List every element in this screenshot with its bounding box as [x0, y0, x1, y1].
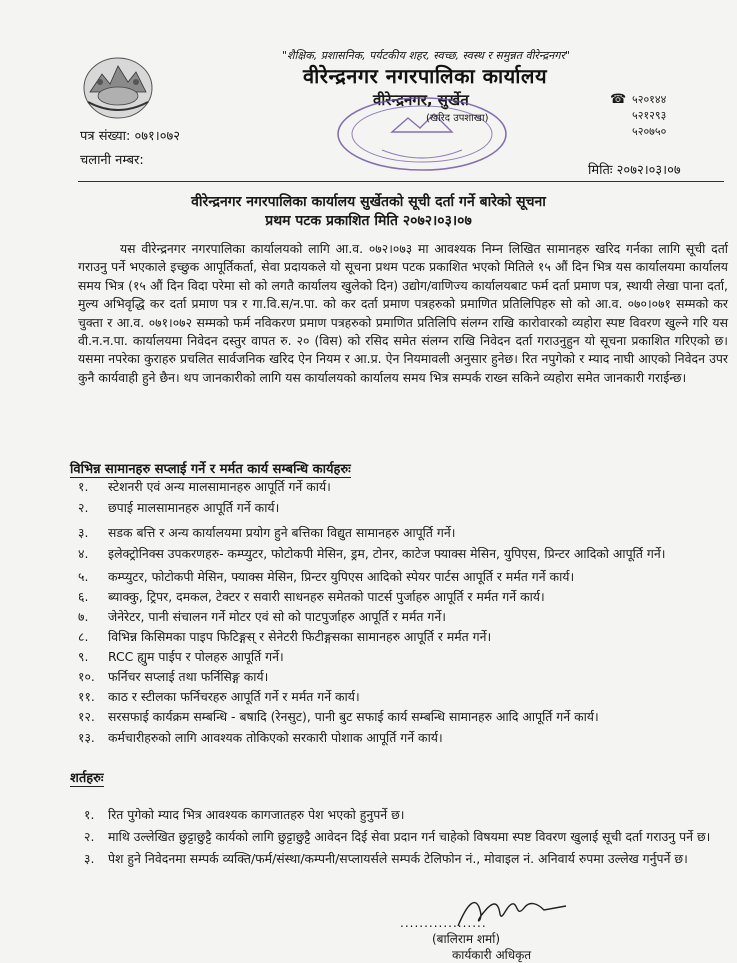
item-text: छपाई मालसामानहरु आपूर्ति गर्ने कार्य।	[108, 500, 280, 515]
notice-title: वीरेन्द्रनगर नगरपालिका कार्यालय सुर्खेतको सूची दर्ता गर्ने बारेको सूचना	[191, 194, 546, 210]
item-number: ५.	[78, 569, 89, 584]
list-item	[78, 568, 728, 585]
office-city: वीरेन्द्रनगर, सुर्खेत	[373, 91, 469, 109]
item-number: ३.	[78, 525, 89, 540]
item-text: कम्प्युटर, फोटोकपी मेसिन, फ्याक्स मेसिन, प्रिन्टर युपिएस आदिको स्पेयर पार्टस आपूर्ति र मर्मत गर्ने कार्य।	[108, 569, 575, 584]
list-item	[78, 648, 728, 665]
item-text: जेनेरेटर, पानी संचालन गर्ने मोटर एवं सो को पाटपुर्जाहरु आपूर्ति र मर्मत गर्ने।	[108, 609, 446, 624]
list-item	[78, 729, 728, 746]
dispatch-number: चलानी नम्बर:	[80, 153, 144, 168]
item-text: कर्मचारीहरुको लागि आवश्यक तोकिएको सरकारी पोशाक आपूर्ति गर्ने कार्य।	[108, 730, 443, 745]
item-number: १.	[84, 807, 95, 822]
conditions-list	[78, 806, 728, 867]
signer-designation: कार्यकारी अधिकृत	[452, 948, 532, 962]
office-tagline: "शैक्षिक, प्रशासनिक, पर्यटकीय शहर, स्वच्छ, स्वस्थ र समुन्नत वीरेन्द्रनगर"	[282, 49, 571, 62]
branch-label: (खरिद उपशाखा)	[426, 113, 489, 124]
item-number: ३.	[84, 851, 95, 866]
item-number: २.	[78, 500, 89, 515]
list-item	[78, 806, 728, 823]
item-number: १२.	[78, 709, 95, 724]
item-number: ८.	[78, 629, 89, 644]
list-item	[78, 608, 728, 625]
item-text: ब्याक्कु, ट्रिपर, दमकल, टेक्टर र सवारी साधनहरु समेतको पाटर्स पुर्जाहरु आपूर्ति र मर्मत गर्ने कार्य।	[108, 589, 545, 604]
item-text: सडक बत्ति र अन्य कार्यालयमा प्रयोग हुने बत्तिका विद्युत सामानहरु आपूर्ति गर्ने।	[108, 525, 456, 540]
signature-line: ..................	[400, 916, 487, 930]
office-seal-stamp-icon	[322, 92, 522, 172]
item-number: १.	[78, 479, 89, 494]
item-text: स्टेशनरी एवं अन्य मालसामानहरु आपूर्ति गर्ने कार्य।	[108, 479, 331, 494]
item-text: विभिन्न किसिमका पाइप फिटिङ्गस् र सेनेटरी फिटीङ्गसका सामानहरु आपूर्ति र मर्मत गर्ने।	[108, 629, 492, 644]
list-item	[78, 478, 728, 495]
nepal-emblem-icon	[80, 52, 156, 122]
works-heading	[70, 459, 351, 477]
item-number: ९.	[78, 649, 89, 664]
phone-number: ५२०१४४	[632, 93, 667, 106]
item-text: काठ र स्टीलका फर्निचरहरु आपूर्ति गर्ने र मर्मत गर्ने कार्य।	[108, 689, 360, 704]
item-text: सरसफाई कार्यक्रम सम्बन्धि - बषादि (रेनसुट), पानी बुट सफाई कार्य सम्बन्धि सामानहरु आदि आपूर्ति गर्ने कार्य।	[108, 709, 599, 724]
item-number: २.	[84, 829, 95, 844]
list-item	[78, 688, 728, 705]
conditions-heading	[70, 768, 104, 786]
list-item	[78, 708, 728, 725]
list-item	[78, 588, 728, 605]
list-item	[78, 850, 728, 867]
phone-numbers	[610, 92, 667, 140]
item-number: ६.	[78, 589, 89, 604]
item-number: १३.	[78, 730, 95, 745]
header-divider	[78, 181, 724, 182]
list-item	[78, 545, 728, 562]
works-heading-text: विभिन्न सामानहरु सप्लाई गर्ने र मर्मत कार्य सम्बन्धि कार्यहरुः	[70, 462, 351, 477]
reference-number: पत्र संख्या: ०७१।०७२	[80, 129, 180, 144]
item-number: ११.	[78, 689, 95, 704]
notice-subtitle: प्रथम पटक प्रकाशित मिति २०७२।०३।०७	[265, 213, 472, 229]
letter-date: मितिः २०७२।०३।०७	[588, 163, 681, 178]
list-item	[78, 668, 728, 685]
list-item	[78, 524, 728, 541]
item-text: फर्निचर सप्लाई तथा फर्निसिङ्ग कार्य।	[108, 669, 269, 684]
item-number: ४.	[78, 546, 89, 561]
item-text: इलेक्ट्रोनिक्स उपकरणहरु- कम्प्युटर, फोटोकपी मेसिन, ड्रम, टोनर, काटेज फ्याक्स मेसिन, युपिएस, प्रिन्टर आदिको आपूर्ति गर्ने।	[108, 546, 666, 561]
telephone-icon: ☎	[610, 92, 627, 107]
list-item	[78, 499, 728, 516]
office-name: वीरेन्द्रनगर नगरपालिका कार्यालय	[303, 64, 548, 88]
list-item	[78, 828, 728, 845]
phone-number: ५२१२९३	[632, 109, 667, 122]
item-text: रित पुगेको म्याद भित्र आवश्यक कागजातहरु पेश भएको हुनुपर्ने छ।	[108, 807, 405, 822]
phone-number: ५२०७५०	[632, 125, 667, 138]
item-text: पेश हुने निवेदनमा सम्पर्क व्यक्ति/फर्म/संस्था/कम्पनी/सप्लायर्सले सम्पर्क टेलिफोन नं., मोवाइल नं. अनिवार्य रुपमा उल्लेख गर्नुपर्ने छ।	[108, 851, 688, 866]
list-item	[78, 628, 728, 645]
item-text: माथि उल्लेखित छुट्टाछुट्टै कार्यको लागि छुट्टाछुट्टै आवेदन दिई सेवा प्रदान गर्न चाहेको विषयमा स्पष्ट विवरण खुलाई सूची दर्ता गराउनु पर्ने छ।	[108, 829, 711, 844]
item-number: १०.	[78, 669, 95, 684]
signer-name: (बालिराम शर्मा)	[432, 932, 501, 946]
conditions-heading-text: शर्तहरुः	[70, 771, 104, 786]
notice-body: यस वीरेन्द्रनगर नगरपालिका कार्यालयको लागि आ.व. ०७२।०७३ मा आवश्यक निम्न लिखित सामानहरु खरिद गर्नका लागि सूची दर्ता गराउनु पर्ने भएकाले इच्छुक आपूर्तिकर्ता, सेवा प्रदायकले यो सूचना प्रथम पटक प्रकाशित भएको मितिले १५ औं दिन भित्र यस कार्यालयमा कार्यालय समय भित्र (१५ औं दिन विदा परेमा सो को लगतै कार्यालय खुलेको दिन) उद्योग/वाणिज्य कार्यालयबाट फर्म दर्ता प्रमाण पत्र, स्थायी लेखा पाना दर्ता, मुल्य अभिवृद्धि कर दर्ता प्रमाण पत्र र गा.वि.स/न.पा. को कर दर्ता प्रमाण पत्रहरुको प्रमाणित प्रतिलिपिहरु सो को आ.व. ०७०।०७१ सम्मको कर चुक्ता र आ.व. ०७१।०७२ सम्मको फर्म नविकरण प्रमाण पत्रहरुको प्रमाणित प्रतिलिपि संलग्न राखि कारोवारको व्यहोरा स्पष्ट विवरण खुल्ने गरि यस वी.न.न.पा. कार्यालयमा निवेदन दस्तुर वापत रु. २० (विस) को रसिद समेत संलग्न राखि निवेदन दर्ता गराउनुहुन यो सूचना प्रकाशित गरिएको छ। यसमा नपरेका कुराहरु प्रचलित सार्वजनिक खरिद ऐन नियम र आ.प्र. ऐन नियमावली अनुसार हुनेछ। रित नपुगेको र म्याद नाघी आएको निवेदन उपर कुनै कार्यवाही हुने छैन। थप जानकारीको लागि यस कार्यालयको कार्यालय समय भित्र सम्पर्क राख्न सकिने व्यहोरा समेत जानकारी गराईन्छ।	[78, 241, 728, 385]
item-number: ७.	[78, 609, 89, 624]
works-list	[78, 478, 728, 746]
item-text: RCC ह्युम पाईप र पोलहरु आपूर्ति गर्ने।	[108, 649, 284, 664]
